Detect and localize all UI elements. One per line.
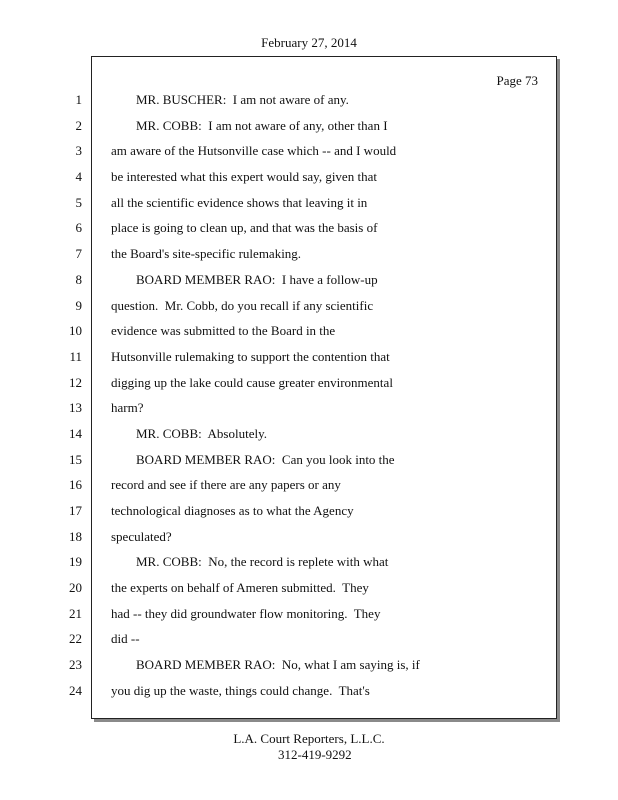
line-number: 21	[69, 605, 82, 621]
transcript-line: MR. COBB: No, the record is replete with what	[136, 554, 389, 570]
line-number: 4	[75, 169, 82, 185]
transcript-line: digging up the lake could cause greater environmental	[111, 374, 393, 390]
header-date: February 27, 2014	[261, 35, 357, 50]
transcript-line: be interested what this expert would say, given that	[111, 169, 377, 185]
transcript-text	[111, 87, 551, 704]
transcript-line: MR. COBB: Absolutely.	[136, 425, 267, 441]
line-number-column	[0, 87, 82, 704]
transcript-line: BOARD MEMBER RAO: I have a follow-up	[136, 271, 378, 287]
transcript-line: the experts on behalf of Ameren submitted. They	[111, 580, 369, 596]
line-number: 18	[69, 528, 82, 544]
transcript-line: BOARD MEMBER RAO: Can you look into the	[136, 451, 395, 467]
line-number: 24	[69, 682, 82, 698]
line-number: 11	[69, 348, 82, 364]
line-number: 12	[69, 374, 82, 390]
transcript-line: Hutsonville rulemaking to support the contention that	[111, 348, 390, 364]
line-number: 17	[69, 503, 82, 518]
line-number: 16	[69, 477, 82, 493]
transcript-line: BOARD MEMBER RAO: No, what I am saying is, if	[136, 657, 420, 673]
transcript-line: speculated?	[111, 528, 172, 544]
line-number: 23	[69, 657, 82, 673]
transcript-line: place is going to clean up, and that was the basis of	[111, 220, 378, 236]
footer-phone: 312-419-9292	[278, 747, 352, 762]
transcript-line: you dig up the waste, things could change. That's	[111, 682, 370, 698]
footer	[0, 731, 618, 762]
line-number: 10	[69, 323, 82, 339]
line-number: 6	[75, 220, 82, 236]
line-number: 5	[75, 194, 82, 210]
transcript-line: technological diagnoses as to what the Agency	[111, 503, 354, 518]
line-number: 3	[75, 143, 82, 159]
page-number: Page 73	[496, 73, 538, 88]
line-number: 1	[75, 92, 82, 107]
transcript-line: record and see if there are any papers or any	[111, 477, 341, 493]
line-number: 14	[69, 425, 82, 441]
transcript-line: harm?	[111, 400, 144, 416]
line-number: 7	[75, 246, 82, 262]
line-number: 8	[75, 271, 82, 287]
transcript-line: MR. COBB: I am not aware of any, other than I	[136, 117, 388, 133]
line-number: 13	[69, 400, 82, 416]
transcript-line: evidence was submitted to the Board in the	[111, 323, 336, 339]
line-number: 22	[69, 631, 82, 647]
line-number: 20	[69, 580, 82, 596]
line-number: 9	[75, 297, 82, 313]
line-number: 15	[69, 451, 82, 467]
transcript-line: am aware of the Hutsonville case which -- and I would	[111, 143, 397, 159]
transcript-line: all the scientific evidence shows that leaving it in	[111, 194, 368, 210]
transcript-line: question. Mr. Cobb, do you recall if any scientific	[111, 297, 374, 313]
transcript-line: MR. BUSCHER: I am not aware of any.	[136, 92, 349, 107]
line-number: 2	[75, 117, 82, 133]
line-number: 19	[69, 554, 82, 570]
transcript-line: did --	[111, 631, 140, 647]
footer-company: L.A. Court Reporters, L.L.C.	[233, 731, 385, 746]
transcript-line: the Board's site-specific rulemaking.	[111, 246, 302, 262]
transcript-line: had -- they did groundwater flow monitoring. They	[111, 605, 381, 621]
